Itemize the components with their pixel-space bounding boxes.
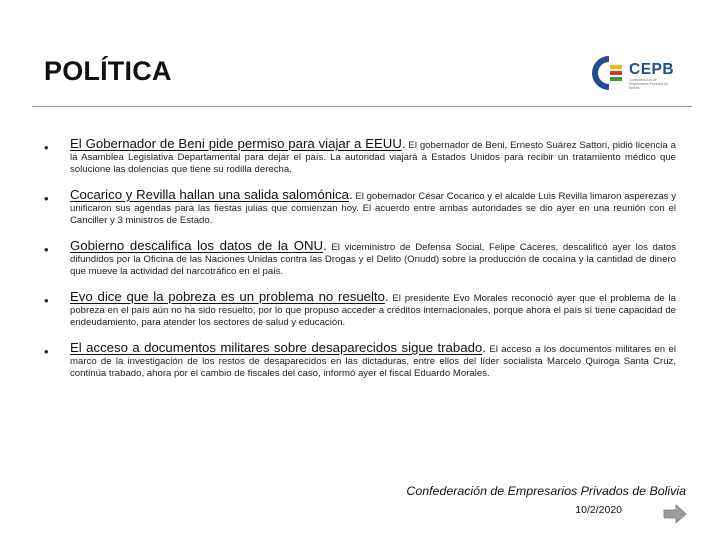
headline-period: .	[401, 136, 406, 151]
news-list	[44, 138, 676, 393]
news-body: El viceministro de Defensa Social, Felipe Cáceres, descalificó ayer los datos difundidos por la Oficina de las Naciones Unidas contra las Drogas y el Delito (Onudd) sobre la producción de cocaína y la cantidad de dinero que mueve la actividad del narcotráfico en el país.	[70, 242, 676, 277]
cepb-logo	[592, 56, 674, 92]
news-item	[44, 240, 676, 278]
footer-date: 10/2/2020	[575, 504, 622, 516]
next-slide-button[interactable]	[662, 503, 688, 525]
news-item	[44, 291, 676, 329]
logo-subtitle: Confederación de Empresarios Privados de Bolivia	[629, 78, 669, 90]
logo-wordmark: CEPB	[629, 61, 675, 78]
bullet-icon: •	[44, 140, 49, 155]
news-body: El acceso a los documentos militares en el marco de la investigación de los restos de desaparecidos en las dictaduras, entre ellos del líder socialista Marcelo Quiroga Santa Cruz, continúa trabado, ahora por el cambio de fiscales del caso, informó ayer el fiscal Eduardo Morales.	[70, 344, 676, 379]
bullet-icon: •	[44, 242, 49, 257]
headline-period: .	[482, 340, 486, 355]
news-headline: El Gobernador de Beni pide permiso para viajar a EEUU	[70, 136, 402, 151]
next-arrow-icon[interactable]	[662, 503, 688, 525]
news-item	[44, 189, 676, 227]
headline-period: .	[384, 289, 389, 304]
news-headline: Cocarico y Revilla hallan una salida salomónica	[70, 187, 349, 202]
news-headline: Gobierno descalifica los datos de la ONU	[70, 238, 324, 253]
headline-period: .	[323, 238, 327, 253]
news-body: El gobernador de Beni, Ernesto Suárez Sattori, pidió licencia a la Asamblea Legislativa Departamental para dejar el país. La autoridad viajará a Estados Unidos para recibir un tratamiento médico que solucione las dolencias que tiene su rodilla derecha.	[70, 140, 676, 175]
news-body: El gobernador César Cocarico y el alcalde Luis Revilla limaron asperezas y unificaron sus agendas para las fiestas julias que comienzan hoy. El acuerdo entre ambas autoridades se dio ayer en una reunión con el Canciller y 3 ministros de Estado.	[70, 191, 676, 226]
bullet-icon: •	[44, 293, 49, 308]
cepb-logo-icon	[592, 56, 626, 90]
news-headline: El acceso a documentos militares sobre desaparecidos sigue trabado	[70, 340, 483, 355]
news-body: El presidente Evo Morales reconoció ayer que el problema de la pobreza en el país aún no ha sido resuelto, por lo que propuso acceder a créditos internacionales, porque ahora el país sí tiene capacidad de endeudamiento, para atender los sectores de salud y educación.	[70, 293, 676, 328]
news-item	[44, 138, 676, 176]
title-divider	[32, 106, 692, 107]
slide-title: POLÍTICA	[44, 56, 172, 86]
news-item	[44, 342, 676, 380]
bullet-icon: •	[44, 191, 49, 206]
headline-period: .	[348, 187, 353, 202]
footer-organization: Confederación de Empresarios Privados de Bolivia	[406, 484, 686, 498]
news-headline: Evo dice que la pobreza es un problema no resuelto	[70, 289, 385, 304]
bullet-icon: •	[44, 344, 49, 359]
